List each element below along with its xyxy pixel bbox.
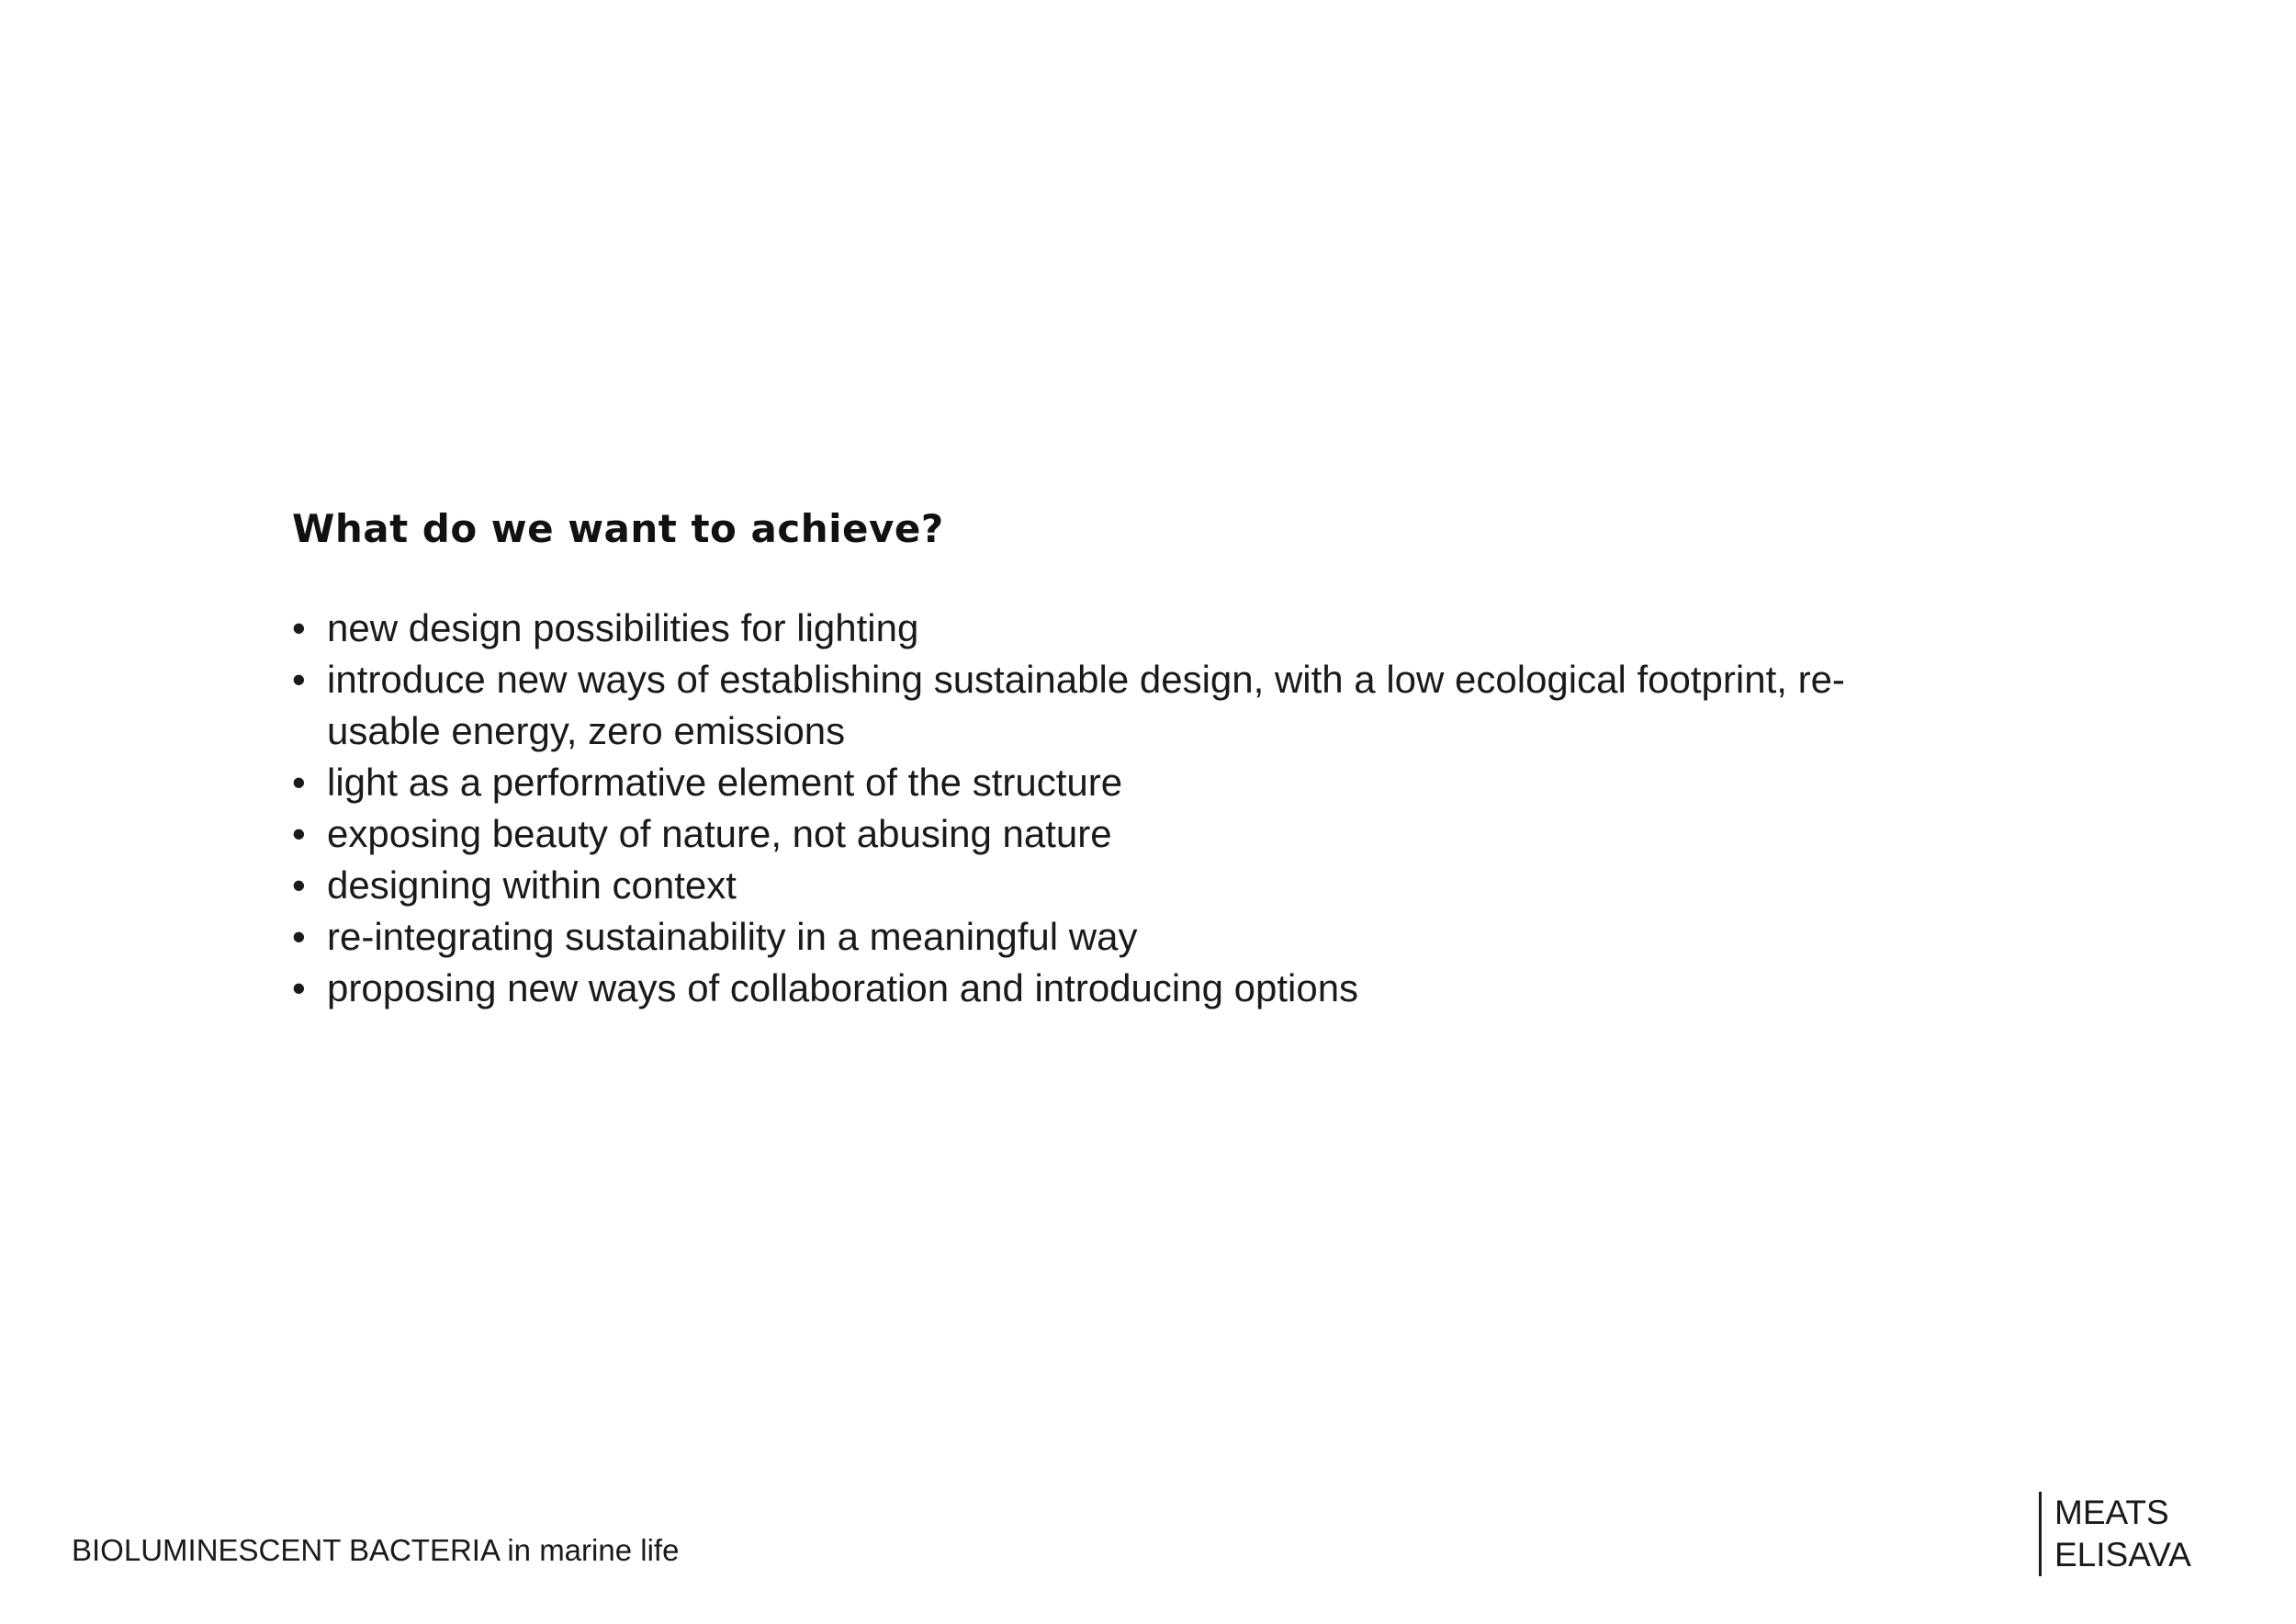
bullet-dot: • [292,863,306,907]
project-title-caps: BIOLUMINESCENT BACTERIA [72,1533,500,1567]
bullet-dot: • [292,761,306,804]
bullet-dot: • [292,658,306,701]
page-heading: What do we want to achieve? [292,506,944,551]
bullet-item [292,603,2037,654]
bullet-text: re-integrating sustainability in a meaningful way [327,915,1138,958]
bullet-dot: • [292,966,306,1009]
bullet-text: exposing beauty of nature, not abusing nature [327,812,1112,855]
bullet-dot: • [292,915,306,958]
main-content [292,503,2037,1014]
bullet-item [292,963,2037,1014]
bullet-text: light as a performative element of the structure [327,761,1123,804]
bullet-dot: • [292,812,306,855]
bullet-item [292,808,2037,860]
bullet-text: designing within context [327,863,737,907]
bullet-item [292,654,1934,757]
bullet-item [292,860,2037,911]
org-line-meats: MEATS [2054,1494,2169,1531]
bullet-text: introduce new ways of establishing sustainable design, with a low ecological footprint, re-usable energy, zero emissions [327,658,1845,752]
bullet-dot: • [292,606,306,649]
bullet-item [292,911,2037,963]
bullet-list [292,603,2037,1014]
bullet-text: new design possibilities for lighting [327,606,919,649]
organization-block [2039,1492,2191,1576]
bullet-item [292,757,2037,808]
project-title-rest: in marine life [499,1533,680,1567]
project-title [72,1532,679,1569]
bullet-text: proposing new ways of collaboration and introducing options [327,966,1359,1009]
org-line-elisava: ELISAVA [2054,1536,2191,1573]
